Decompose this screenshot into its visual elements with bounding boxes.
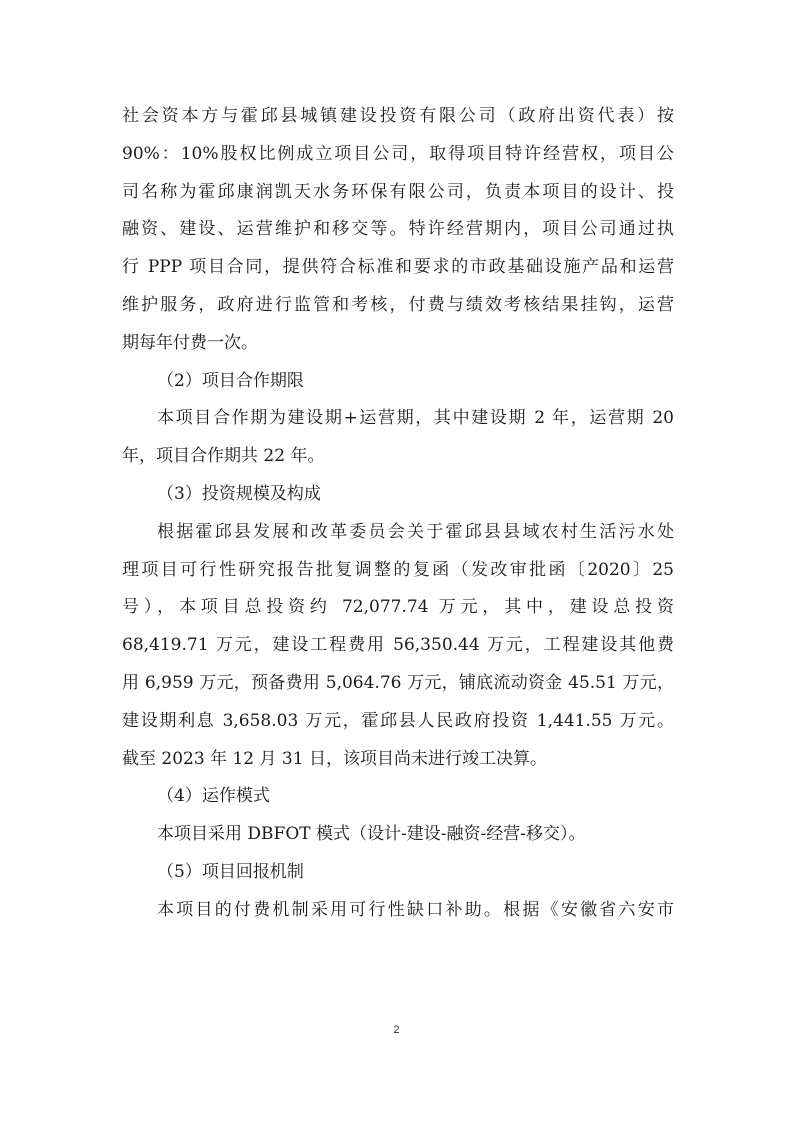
section-heading-line: （2）项目合作期限 [157, 370, 304, 391]
paragraph-line: 司名称为霍邱康润凯天水务环保有限公司，负责本项目的设计、投 [122, 181, 674, 202]
section-heading-line: （4）运作模式 [157, 786, 270, 807]
page-number: 2 [393, 1024, 400, 1036]
paragraph-line: 根据霍邱县发展和改革委员会关于霍邱县县域农村生活污水处 [157, 521, 674, 542]
paragraph-line: 号），本项目总投资约 72,077.74 万元，其中，建设总投资 [122, 597, 674, 618]
paragraph-line: 维护服务，政府进行监管和考核，付费与绩效考核结果挂钩，运营 [122, 294, 674, 315]
paragraph-line: 本项目合作期为建设期+运营期，其中建设期 2 年，运营期 20 [157, 408, 674, 429]
paragraph-line: 年，项目合作期共 22 年。 [122, 446, 325, 467]
paragraph-line: 截至 2023 年 12 月 31 日，该项目尚未进行竣工决算。 [122, 748, 547, 769]
paragraph-line: 68,419.71 万元，建设工程费用 56,350.44 万元，工程建设其他费 [122, 635, 674, 656]
paragraph-line: 建设期利息 3,658.03 万元，霍邱县人民政府投资 1,441.55 万元。 [122, 710, 674, 731]
section-heading-line: （3）投资规模及构成 [157, 483, 321, 504]
paragraph-line: 用 6,959 万元，预备费用 5,064.76 万元，铺底流动资金 45.51 万元， [122, 672, 674, 693]
paragraph-line: 本项目的付费机制采用可行性缺口补助。根据《安徽省六安市 [157, 899, 674, 920]
paragraph-line: 理项目可行性研究报告批复调整的复函（发改审批函〔2020〕25 [122, 559, 674, 580]
paragraph-line: 期每年付费一次。 [122, 332, 258, 353]
paragraph-line: 社会资本方与霍邱县城镇建设投资有限公司（政府出资代表）按 [122, 106, 674, 126]
section-heading-line: 本项目采用 DBFOT 模式（设计-建设-融资-经营-移交）。 [157, 824, 586, 845]
body-text [122, 98, 674, 930]
paragraph-line: 90%：10%股权比例成立项目公司，取得项目特许经营权，项目公 [122, 143, 674, 164]
section-heading-line: （5）项目回报机制 [157, 861, 304, 882]
paragraph-line: 行 PPP 项目合同，提供符合标准和要求的市政基础设施产品和运营 [122, 257, 674, 278]
paragraph-line: 融资、建设、运营维护和移交等。特许经营期内，项目公司通过执 [122, 219, 674, 240]
